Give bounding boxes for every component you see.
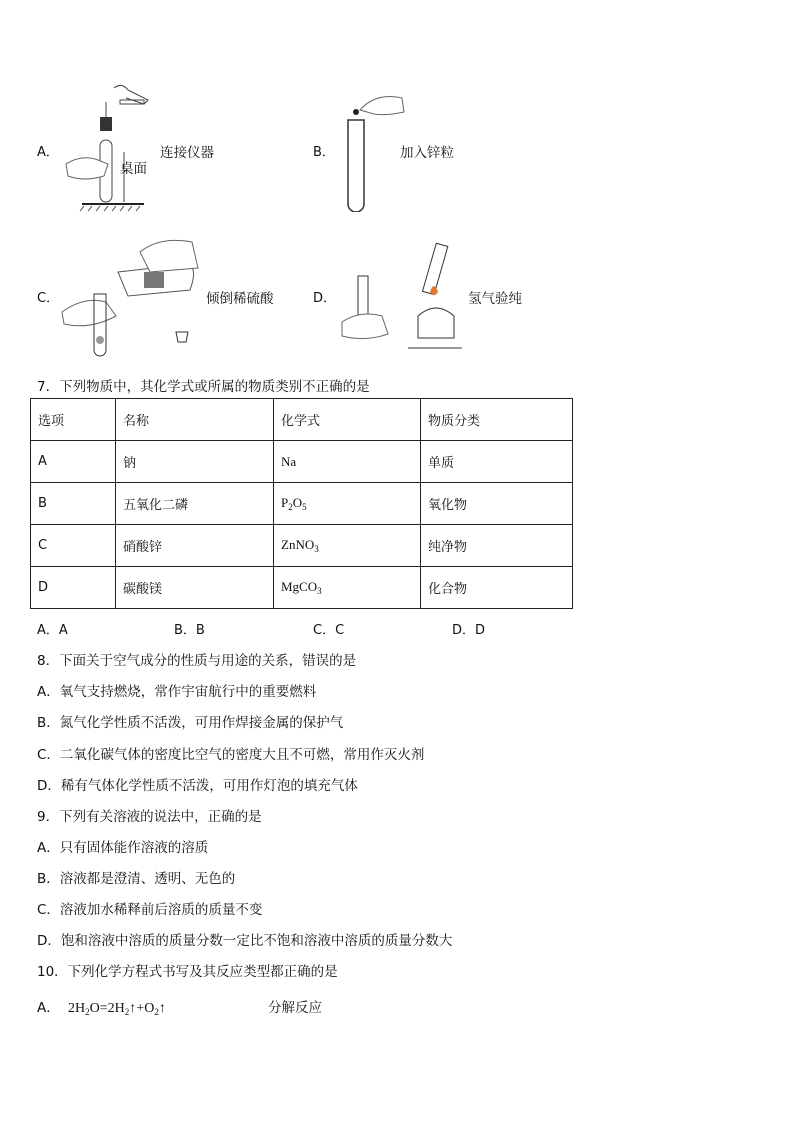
option-d-letter: D．: [313, 291, 337, 306]
q7-answer-d: D．D: [452, 623, 486, 638]
option-a-letter: A．: [37, 145, 59, 160]
header-cell: 化学式: [274, 399, 421, 441]
q10-stem: 10．下列化学方程式书写及其反应类型都正确的是: [37, 964, 338, 980]
q9-option-b: B．溶液都是澄清、透明、无色的: [37, 871, 236, 887]
option-c-caption: 倾倒稀硫酸: [206, 291, 274, 307]
cell-class: 单质: [421, 441, 573, 483]
table-header-row: [31, 399, 573, 441]
cell-class: 化合物: [421, 567, 573, 609]
q8-stem: 8．下面关于空气成分的性质与用途的关系，错误的是: [37, 653, 357, 669]
q7-stem: 7．下列物质中，其化学式或所属的物质类别不正确的是: [37, 379, 370, 395]
cell-option: D: [31, 567, 116, 609]
cell-formula: ZnNO$_3$: [274, 525, 421, 567]
q7-answer-a: A．A: [37, 623, 68, 638]
table-row: [31, 567, 573, 609]
cell-name: 五氧化二磷: [116, 483, 274, 525]
cell-formula: MgCO$_3$: [274, 567, 421, 609]
q9-option-c: C．溶液加水稀释前后溶质的质量不变: [37, 902, 263, 918]
table-row: [31, 441, 573, 483]
option-c-letter: C．: [37, 291, 60, 306]
q10-option-a-letter: A．: [37, 1000, 60, 1016]
hydrogen-purity-test-illustration: [338, 236, 468, 352]
cell-name: 硝酸锌: [116, 525, 274, 567]
cell-formula: $P_2O_5$: [274, 483, 421, 525]
table-row: [31, 483, 573, 525]
header-cell: 选项: [31, 399, 116, 441]
cell-option: A: [31, 441, 116, 483]
q7-answer-b: B．B: [174, 623, 205, 638]
option-b-caption: 加入锌粒: [400, 145, 454, 161]
cell-class: 氧化物: [421, 483, 573, 525]
cell-formula: Na: [274, 441, 421, 483]
q8-option-b: B．氮气化学性质不活泼，可用作焊接金属的保护气: [37, 715, 344, 731]
q8-option-a: A．氧气支持燃烧，常作宇宙航行中的重要燃料: [37, 684, 317, 700]
option-a-caption: 连接仪器: [160, 145, 214, 161]
q8-option-d: D．稀有气体化学性质不活泼，可用作灯泡的填充气体: [37, 778, 358, 794]
desk-label: 桌面: [120, 161, 147, 177]
cell-class: 纯净物: [421, 525, 573, 567]
cell-option: C: [31, 525, 116, 567]
connect-apparatus-illustration: [64, 82, 164, 212]
q9-option-d: D．饱和溶液中溶质的质量分数一定比不饱和溶液中溶质的质量分数大: [37, 933, 453, 949]
table-row: [31, 525, 573, 567]
pour-acid-illustration: [60, 232, 200, 360]
add-zinc-illustration: [340, 92, 406, 212]
option-d-caption: 氢气验纯: [468, 291, 522, 307]
q7-answer-c: C．C: [313, 623, 345, 638]
cell-option: B: [31, 483, 116, 525]
q7-table: [30, 398, 573, 609]
option-b-letter: B．: [313, 145, 335, 160]
cell-name: 钠: [116, 441, 274, 483]
cell-name: 碳酸镁: [116, 567, 274, 609]
q9-option-a: A．只有固体能作溶液的溶质: [37, 840, 209, 856]
q10-option-a-equation: $2H_2O=2H_2↑+O_2↑$: [68, 1001, 166, 1017]
header-cell: 物质分类: [421, 399, 573, 441]
header-cell: 名称: [116, 399, 274, 441]
q10-option-a-type: 分解反应: [268, 1000, 322, 1016]
q9-stem: 9．下列有关溶液的说法中，正确的是: [37, 809, 262, 825]
q8-option-c: C．二氧化碳气体的密度比空气的密度大且不可燃，常用作灭火剂: [37, 747, 425, 763]
q10-option-a: [37, 996, 322, 1017]
